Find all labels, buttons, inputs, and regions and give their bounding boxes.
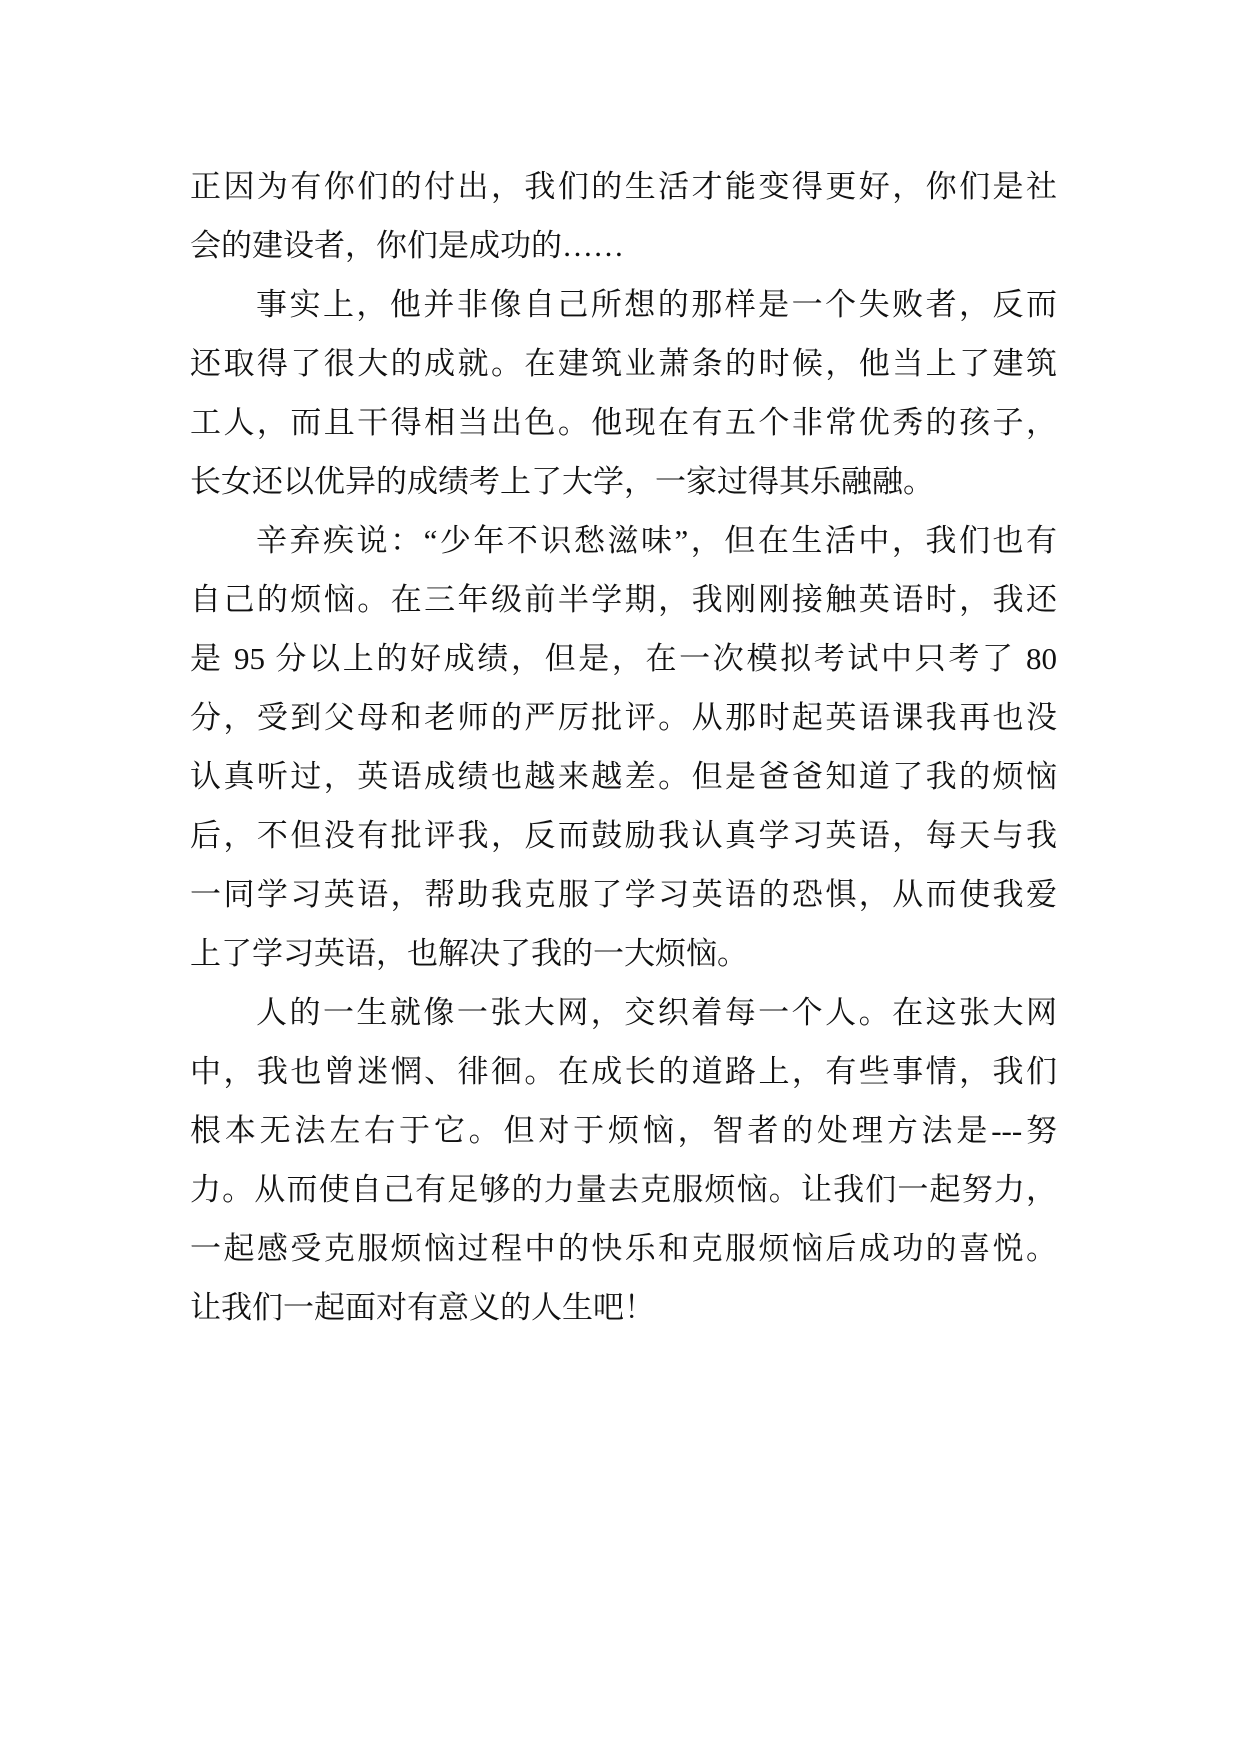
document-body bbox=[190, 157, 1057, 1337]
text-line: 会的建设者，你们是成功的…… bbox=[190, 228, 624, 263]
text-line: 一同学习英语，帮助我克服了学习英语的恐惧，从而使我爱 bbox=[190, 877, 1057, 912]
text-line: 根本无法左右于它。但对于烦恼，智者的处理方法是---努 bbox=[190, 1113, 1057, 1148]
text-line: 人的一生就像一张大网，交织着每一个人。在这张大网 bbox=[256, 995, 1057, 1030]
text-line: 后，不但没有批评我，反而鼓励我认真学习英语，每天与我 bbox=[190, 818, 1057, 853]
text-line: 一起感受克服烦恼过程中的快乐和克服烦恼后成功的喜悦。 bbox=[190, 1231, 1057, 1266]
paragraph-3 bbox=[190, 511, 1057, 983]
paragraph-1 bbox=[190, 157, 1057, 275]
text-line: 中，我也曾迷惘、徘徊。在成长的道路上，有些事情，我们 bbox=[190, 1054, 1057, 1089]
text-line: 自己的烦恼。在三年级前半学期，我刚刚接触英语时，我还 bbox=[190, 582, 1057, 617]
text-line: 事实上，他并非像自己所想的那样是一个失败者，反而 bbox=[256, 287, 1057, 322]
text-line: 上了学习英语，也解决了我的一大烦恼。 bbox=[190, 936, 748, 971]
text-line: 让我们一起面对有意义的人生吧！ bbox=[190, 1290, 655, 1325]
text-line: 辛弃疾说：“少年不识愁滋味”，但在生活中，我们也有 bbox=[256, 523, 1057, 558]
text-line: 力。从而使自己有足够的力量去克服烦恼。让我们一起努力， bbox=[190, 1172, 1057, 1207]
text-line: 分，受到父母和老师的严厉批评。从那时起英语课我再也没 bbox=[190, 700, 1057, 735]
text-line: 工人，而且干得相当出色。他现在有五个非常优秀的孩子， bbox=[190, 405, 1057, 440]
text-line: 是 95 分以上的好成绩，但是，在一次模拟考试中只考了 80 bbox=[190, 641, 1057, 676]
text-line: 还取得了很大的成就。在建筑业萧条的时候，他当上了建筑 bbox=[190, 346, 1057, 381]
paragraph-2 bbox=[190, 275, 1057, 511]
text-line: 长女还以优异的成绩考上了大学，一家过得其乐融融。 bbox=[190, 464, 934, 499]
paragraph-4 bbox=[190, 983, 1057, 1337]
text-line: 认真听过，英语成绩也越来越差。但是爸爸知道了我的烦恼 bbox=[190, 759, 1057, 794]
text-line: 正因为有你们的付出，我们的生活才能变得更好，你们是社 bbox=[190, 169, 1057, 204]
